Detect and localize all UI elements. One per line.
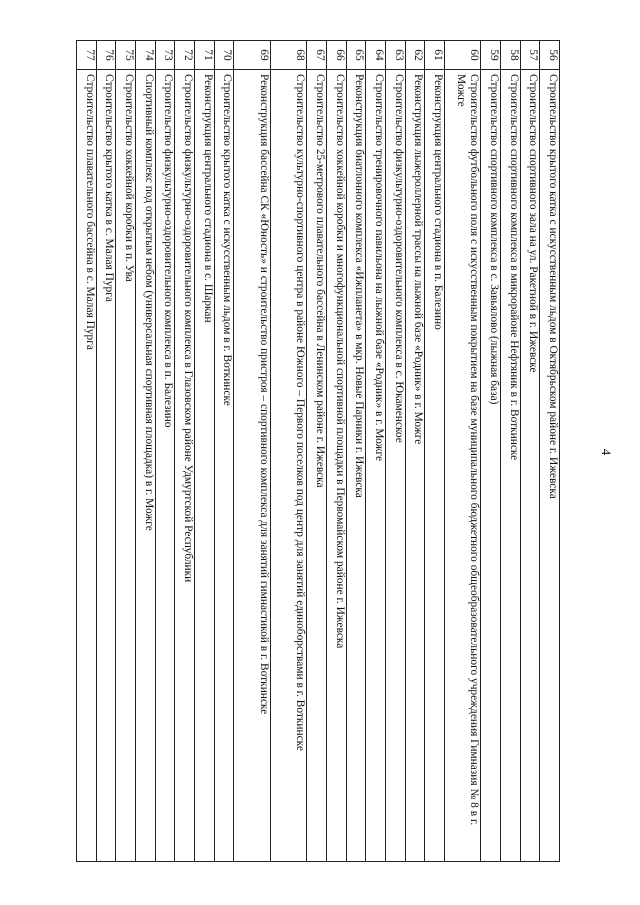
- table-row: [307, 41, 327, 862]
- row-number: 75: [116, 41, 136, 70]
- table-row: [366, 41, 386, 862]
- table-row: [116, 41, 136, 862]
- table-row: [520, 41, 540, 862]
- row-description: Строительство плавательного бассейна в с. Малая Пурга: [77, 70, 97, 862]
- row-description: Строительство крытого катка в с. Малая Пурга: [96, 70, 116, 862]
- row-description: Реконструкция центрального стадиона в с. Шаркан: [194, 70, 214, 862]
- table-row: [481, 41, 501, 862]
- row-number: 64: [366, 41, 386, 70]
- table-row: [96, 41, 116, 862]
- row-description: Строительство культурно-спортивного центра в районе Южного – Первого поселков под центр для занятий единоборствами в г. Воткинске: [270, 70, 307, 862]
- row-number: 66: [327, 41, 347, 70]
- row-description: Строительство тренировочного павильона на лыжной базе «Родник» в г. Можге: [366, 70, 386, 862]
- row-description: Строительство крытого катка с искусственным льдом в Октябрьском районе г. Ижевска: [540, 70, 560, 862]
- table-row: [501, 41, 521, 862]
- table-row: [346, 41, 366, 862]
- table-row: [214, 41, 234, 862]
- row-description: Строительство спортивного зала на ул. Ракетной в г. Ижевске: [520, 70, 540, 862]
- row-number: 72: [175, 41, 195, 70]
- table-row: [444, 41, 481, 862]
- row-description: Строительство физкультурно-оздоровительного комплекса в с. Юкаменское: [385, 70, 405, 862]
- row-description: Строительство хоккейной коробки и многофункциональной спортивной площадки в Первомайском районе г. Ижевска: [327, 70, 347, 862]
- row-description: Строительство хоккейной коробки в п. Ува: [116, 70, 136, 862]
- row-number: 67: [307, 41, 327, 70]
- row-number: 71: [194, 41, 214, 70]
- table-container: [76, 40, 560, 862]
- page-number: 4: [599, 448, 614, 456]
- row-number: 59: [481, 41, 501, 70]
- table-row: [270, 41, 307, 862]
- row-number: 58: [501, 41, 521, 70]
- row-number: 63: [385, 41, 405, 70]
- row-description: Реконструкция биатлонного комплекса «Ижпланета» в мкр. Новые Парники г. Ижевска: [346, 70, 366, 862]
- row-description: Строительство футбольного поля с искусственным покрытием на базе муниципального бюджетного общеобразовательного учреждения Гимназия № 8 в г. Можге: [444, 70, 481, 862]
- row-number: 65: [346, 41, 366, 70]
- table-row: [194, 41, 214, 862]
- table-row: [540, 41, 560, 862]
- row-number: 56: [540, 41, 560, 70]
- row-description: Строительство 25-метрового плавательного бассейна в Ленинском районе г. Ижевска: [307, 70, 327, 862]
- row-number: 68: [270, 41, 307, 70]
- row-number: 69: [234, 41, 271, 70]
- row-number: 76: [96, 41, 116, 70]
- row-number: 60: [444, 41, 481, 70]
- table-row: [136, 41, 156, 862]
- row-number: 61: [425, 41, 445, 70]
- row-description: Реконструкция лыжероллерной трассы на лыжной базе «Родник» в г. Можге: [405, 70, 425, 862]
- table-row: [327, 41, 347, 862]
- row-description: Реконструкция центрального стадиона в п. Балезино: [425, 70, 445, 862]
- table-row: [385, 41, 405, 862]
- table-row: [175, 41, 195, 862]
- row-number: 74: [136, 41, 156, 70]
- table-row: [405, 41, 425, 862]
- row-description: Реконструкция бассейна СК «Юность» и строительство пристроя – спортивного комплекса для занятий гимнастикой в г. Воткинске: [234, 70, 271, 862]
- table-row: [77, 41, 97, 862]
- row-number: 70: [214, 41, 234, 70]
- row-number: 73: [155, 41, 175, 70]
- row-description: Строительство спортивного комплекса в с. Завьялово (лыжная база): [481, 70, 501, 862]
- table-row: [234, 41, 271, 862]
- row-description: Строительство спортивного комплекса в микрорайоне Нефтяник в г. Воткинске: [501, 70, 521, 862]
- table-body: [77, 41, 560, 862]
- row-description: Строительство крытого катка с искусственным льдом в г. Воткинске: [214, 70, 234, 862]
- table-row: [425, 41, 445, 862]
- objects-table: [76, 40, 560, 862]
- table-row: [155, 41, 175, 862]
- row-description: Строительство физкультурно-оздоровительного комплекса в п. Балезино: [155, 70, 175, 862]
- row-description: Спортивный комплекс под открытым небом (универсальная спортивная площадка) в г. Можге: [136, 70, 156, 862]
- row-description: Строительство физкультурно-оздоровительного комплекса в Глазовском районе Удмуртской Республики: [175, 70, 195, 862]
- row-number: 57: [520, 41, 540, 70]
- row-number: 77: [77, 41, 97, 70]
- row-number: 62: [405, 41, 425, 70]
